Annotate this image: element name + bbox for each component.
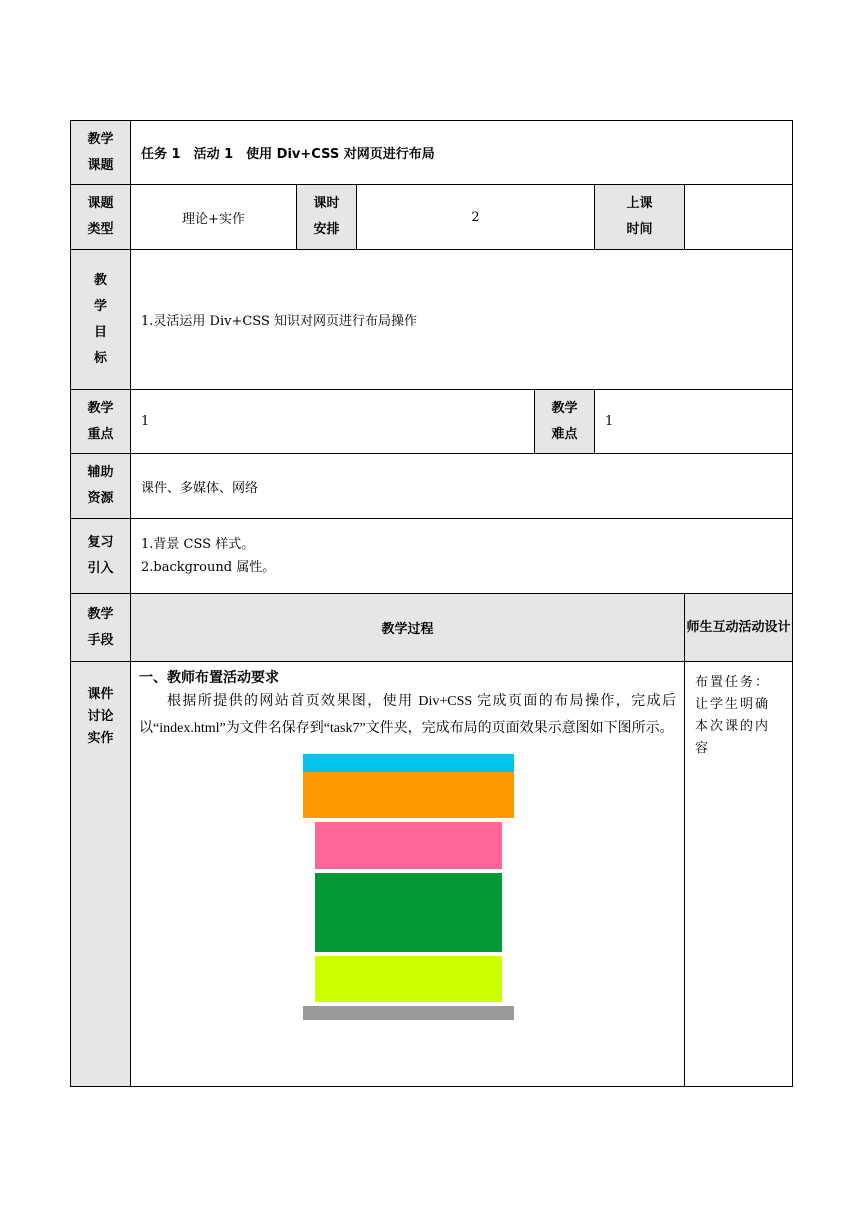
hours-value: 2 xyxy=(357,185,595,250)
topic-label xyxy=(71,121,131,185)
objective-content: 1.灵活运用 Div+CSS 知识对网页进行布局操作 xyxy=(131,250,793,390)
objective-label-char: 标 xyxy=(93,350,107,366)
focus-label: 教学 重点 xyxy=(71,390,131,454)
objective-label-char: 教 xyxy=(93,272,107,288)
type-label: 课题 类型 xyxy=(71,185,131,250)
resources-content: 课件、多媒体、网络 xyxy=(131,454,793,519)
objective-label-char: 目 xyxy=(93,324,107,340)
method-label: 教学 手段 xyxy=(71,594,131,662)
diagram-nav xyxy=(315,822,502,869)
diagram-top-bar xyxy=(303,754,514,772)
process-content xyxy=(131,662,685,1087)
objective-label-char: 学 xyxy=(93,298,107,314)
focus-value: 1 xyxy=(131,390,535,454)
time-label: 上课 时间 xyxy=(595,185,685,250)
diagram-footer xyxy=(303,1006,514,1020)
difficulty-label: 教学 难点 xyxy=(535,390,595,454)
interaction-header: 师生互动活动设计 xyxy=(685,594,793,662)
hours-label: 课时 安排 xyxy=(297,185,357,250)
section-title: 一、教师布置活动要求 xyxy=(139,670,279,686)
review-label: 复习 引入 xyxy=(71,519,131,594)
diagram-sub xyxy=(315,956,502,1002)
lesson-plan-table xyxy=(70,120,793,1087)
time-value xyxy=(685,185,793,250)
method-value: 课件 讨论 实作 xyxy=(71,662,131,1087)
diagram-header xyxy=(303,772,514,818)
interaction-content: 布置任务：让学生明确本次课的内容 xyxy=(685,662,793,1087)
objective-label xyxy=(71,250,131,390)
difficulty-value: 1 xyxy=(595,390,793,454)
resources-label: 辅助 资源 xyxy=(71,454,131,519)
type-value: 理论+实作 xyxy=(131,185,297,250)
review-line: 2.background 属性。 xyxy=(141,560,276,575)
review-line: 1.背景 CSS 样式。 xyxy=(141,537,255,552)
process-header: 教学过程 xyxy=(131,594,685,662)
review-content xyxy=(131,519,793,594)
layout-diagram xyxy=(303,754,514,1021)
diagram-main xyxy=(315,873,502,952)
topic-label-text: 教学 课题 xyxy=(87,131,114,173)
topic-title: 任务 1 活动 1 使用 Div+CSS 对网页进行布局 xyxy=(131,121,793,185)
task-paragraph: 根据所提供的网站首页效果图，使用 Div+CSS 完成页面的布局操作，完成后以“index.html”为文件名保存到“task7”文件夹，完成布局的页面效果示意图如下图所示。 xyxy=(139,694,676,736)
